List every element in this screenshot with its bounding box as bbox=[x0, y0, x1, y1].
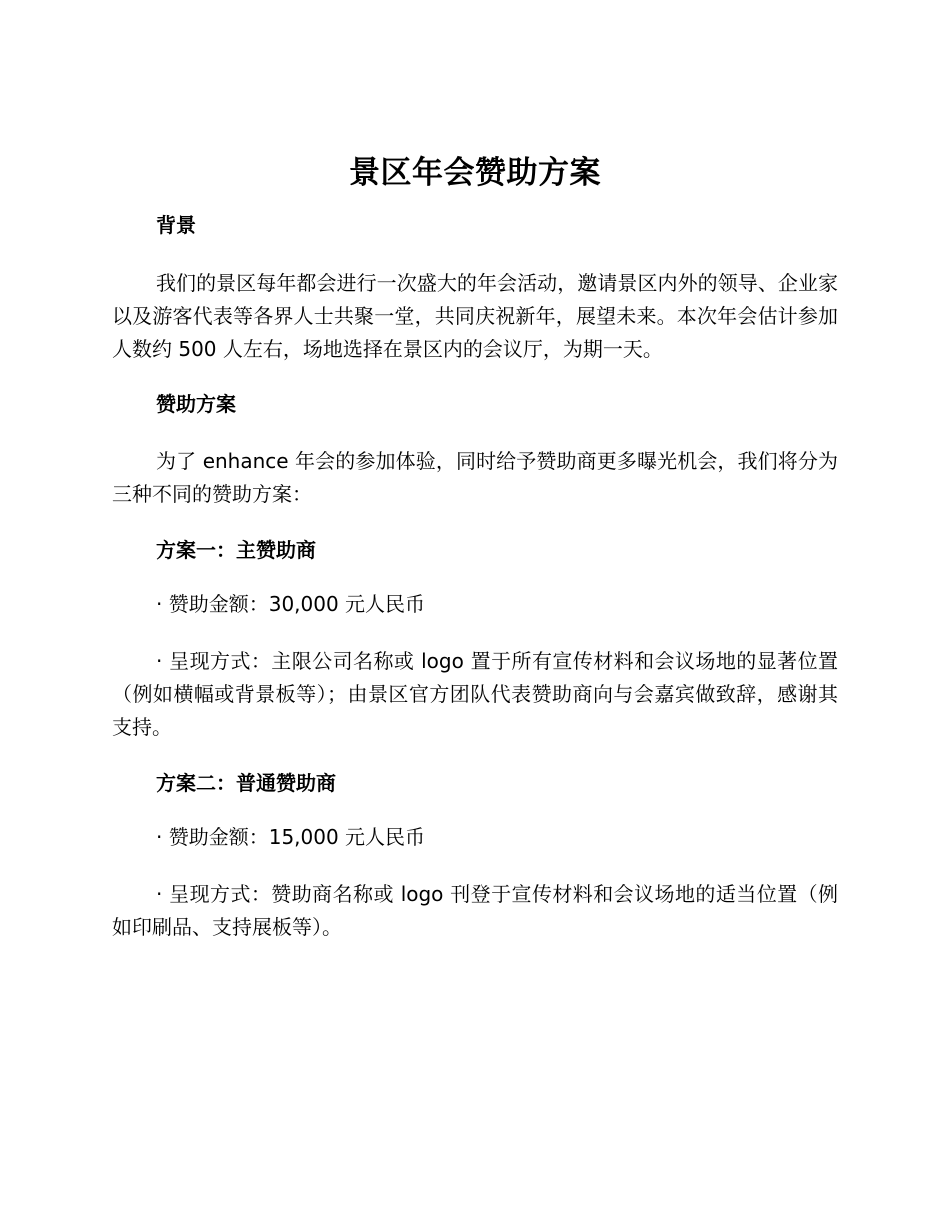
option1-amount-item: · 赞助金额：30,000 元人民币 bbox=[156, 592, 426, 616]
option1-heading: 方案一：主赞助商 bbox=[156, 538, 316, 562]
document-body bbox=[112, 150, 838, 944]
section-heading-background: 背景 bbox=[156, 213, 196, 237]
section-heading-sponsorship: 赞助方案 bbox=[156, 392, 236, 416]
option2-presentation-item: · 呈现方式：赞助商名称或 logo 刊登于宣传材料和会议场地的适当位置（例如印刷品、支持展板等）。 bbox=[112, 882, 838, 939]
background-paragraph: 我们的景区每年都会进行一次盛大的年会活动，邀请景区内外的领导、企业家以及游客代表等各界人士共聚一堂，共同庆祝新年，展望未来。本次年会估计参加人数约 500 人左右，场地选择在景区内的会议厅，为期一天。 bbox=[112, 271, 838, 361]
option2-amount-item: · 赞助金额：15,000 元人民币 bbox=[156, 825, 426, 849]
option1-presentation-item: · 呈现方式：主限公司名称或 logo 置于所有宣传材料和会议场地的显著位置（例如横幅或背景板等）；由景区官方团队代表赞助商向与会嘉宾做致辞，感谢其支持。 bbox=[112, 649, 838, 739]
document-title: 景区年会赞助方案 bbox=[349, 155, 601, 191]
sponsorship-intro-paragraph: 为了 enhance 年会的参加体验，同时给予赞助商更多曝光机会，我们将分为三种不同的赞助方案： bbox=[112, 449, 838, 506]
option2-heading: 方案二：普通赞助商 bbox=[156, 771, 336, 795]
